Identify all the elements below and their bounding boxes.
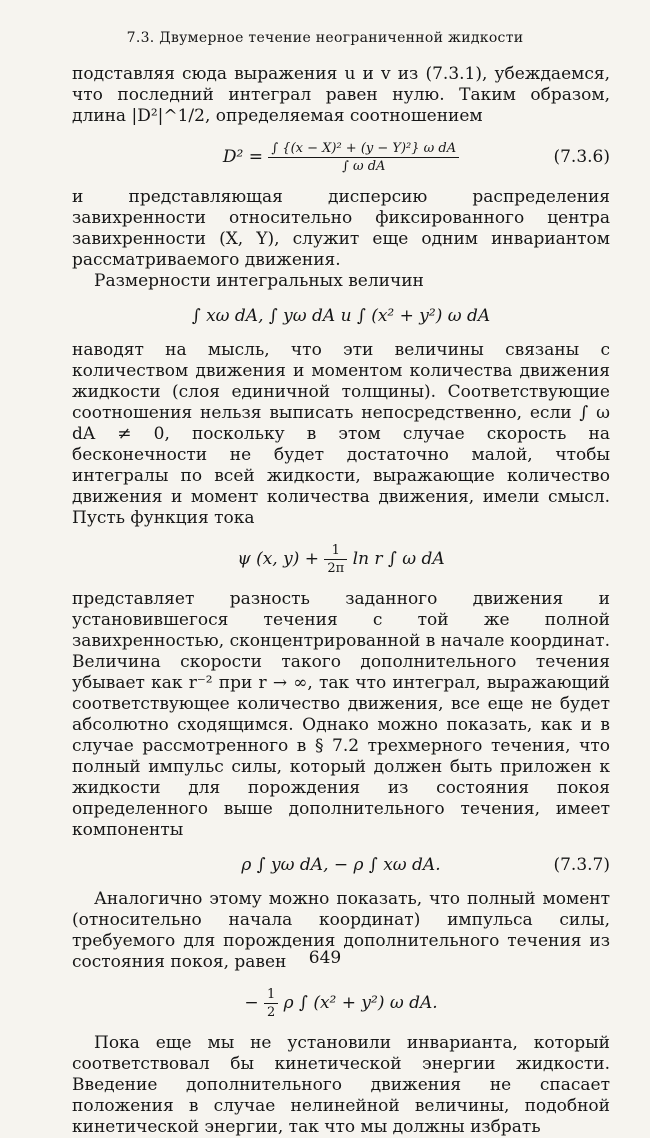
paragraph-5: представляет разность заданного движения и установившегося течения с той же полной завихренностью, сконцентрированной в начале координат. Величина скорости такого дополнительного течения убывает как r⁻² при r → ∞, так что интеграл, выражающий соответствующее количество движения, все еще не будет абсолютно сходящимся. Однако можно показать, как и в случае рассмотренного в § 7.2 трехмерного течения, что полный импульс силы, который должен быть приложен к жидкости для порождения из состояния покоя определенного выше дополнительного течения, имеет компоненты [72,589,610,840]
moment-before: − [244,993,259,1013]
paragraph-3: Размерности интегральных величин [94,271,424,291]
page-body [72,64,610,1138]
stream-fraction [324,542,347,577]
equation-stream-function [72,538,610,580]
equation-7-3-6 [72,136,610,178]
page-number: 649 [308,948,342,968]
moment-frac-num: 1 [264,986,278,1004]
stream-frac-den: 2π [327,561,345,576]
eq-lhs: D² = [222,147,263,167]
moment-after: ρ ∫ (x² + y²) ω dA. [283,993,438,1013]
paragraph-2: и представляющая дисперсию распределения завихренности относительно фиксированного центра завихренности (X, Y), служит еще одним инвариантом рассматриваемого движения. [72,187,610,270]
running-header: 7.3. Двумерное течение неограниченной жидкости [126,30,524,46]
integrals-expression: ∫ xω dA, ∫ yω dA и ∫ (x² + y²) ω dA [191,306,491,326]
stream-frac-num: 1 [324,542,347,560]
moment-frac-den: 2 [266,1005,276,1020]
stream-before: ψ (x, y) + [237,549,319,569]
eq-denominator: ∫ ω dA [342,159,386,174]
equation-number: (7.3.6) [553,147,610,167]
paragraph-1: подставляя сюда выражения u и v из (7.3.1), убеждаемся, что последний интеграл равен нулю. Таким образом, длина |D²|^1/2, определяемая соотношением [72,64,610,126]
equation-7-3-7 [72,850,610,880]
paragraph-6: Аналогично этому можно показать, что полный момент (относительно начала координат) импульса силы, требуемого для порождения дополнительного течения из состояния покоя, равен [72,889,610,972]
equation-integrals [72,301,610,331]
eq-numerator: ∫ {(x − X)² + (y − Y)²} ω dA [268,140,459,158]
stream-after: ln r ∫ ω dA [352,549,445,569]
impulse-expression: ρ ∫ yω dA, − ρ ∫ xω dA. [241,855,441,875]
equation-moment [72,982,610,1024]
eq-fraction [268,140,459,175]
paragraph-4: наводят на мысль, что эти величины связаны с количеством движения и моментом количества движения жидкости (слоя единичной толщины). Соответствующие соотношения нельзя выписать непосредственно, если ∫ ω dA ≠ 0, поскольку в этом случае скорость на бесконечности не будет достаточно малой, чтобы интегралы по всей жидкости, выражающие количество движения и момент количества движения, имели смысл. Пусть функция тока [72,340,610,528]
moment-fraction [264,986,278,1021]
equation-number: (7.3.7) [553,855,610,875]
paragraph-7: Пока еще мы не установили инварианта, который соответствовал бы кинетической энергии жидкости. Введение дополнительного движения не спасает положения в случае нелинейной величины, подобной кинетической энергии, так что мы должны избрать [72,1033,610,1137]
